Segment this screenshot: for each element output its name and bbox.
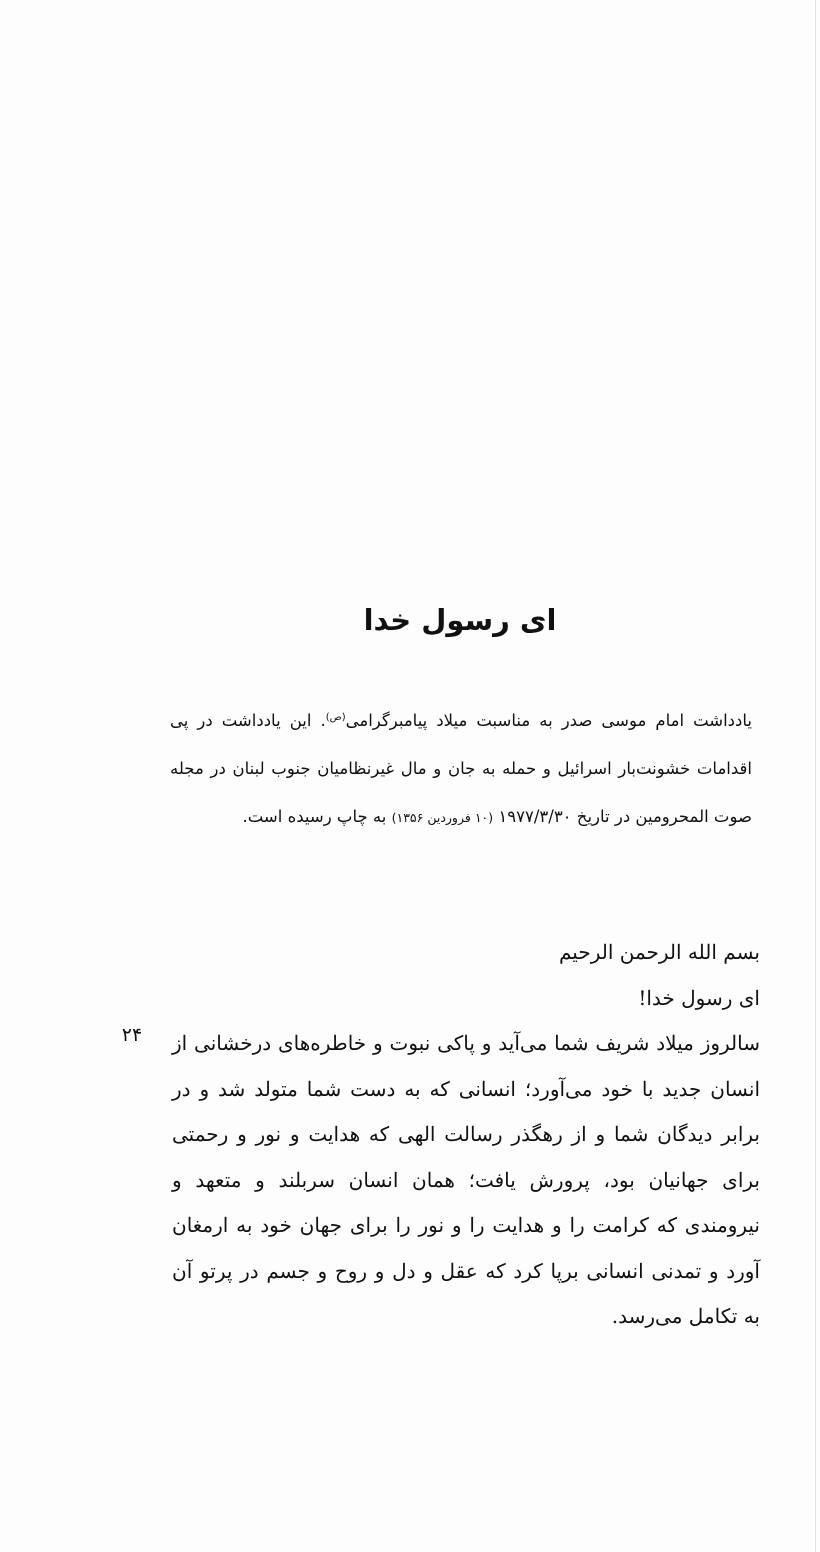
letter-body bbox=[172, 930, 760, 1340]
page-number: ۲۴ bbox=[121, 1024, 143, 1046]
persian-date: (۱۰ فروردین ۱۳۵۶) bbox=[391, 810, 494, 825]
page-edge bbox=[815, 0, 816, 1552]
letter-paragraph: سالروز میلاد شریف شما می‌آید و پاکی نبوت و خاطره‌های درخشانی از انسان جدید با خود می‌آورد؛ انسانی که به دست شما متولد شد و در برابر دیدگان شما و از رهگذر رسالت الهی که هدایت و نور و رحمتی برای جهانیان بود، پرورش یافت؛ همان انسان سربلند و متعهد و نیرومندی که کرامت را و هدایت را و نور را برای جهان خود به ارمغان آورد و تمدنی انسانی برپا کرد که عقل و دل و روح و جسم در پرتو آن به تکامل می‌رسد. bbox=[172, 1031, 760, 1328]
intro-note-text-end: به چاپ رسیده است. bbox=[242, 807, 392, 826]
intro-note-text: یادداشت امام موسی صدر به مناسبت میلاد پیامبرگرامی bbox=[345, 711, 752, 730]
intro-note-text-cont: . این یادداشت در پی اقدامات خشونت‌بار اسرائیل و حمله به جان و مال غیرنظامیان جنوب لبنان در مجله صوت المحرومین در تاریخ ۱۹۷۷/۳/۳۰ bbox=[170, 711, 752, 826]
honorific: (ص) bbox=[325, 712, 346, 723]
salutation: ای رسول خدا! bbox=[638, 985, 760, 1010]
intro-note bbox=[170, 694, 752, 842]
chapter-title: ای رسول خدا bbox=[363, 603, 557, 637]
basmala: بسم الله الرحمن الرحیم bbox=[558, 940, 760, 964]
